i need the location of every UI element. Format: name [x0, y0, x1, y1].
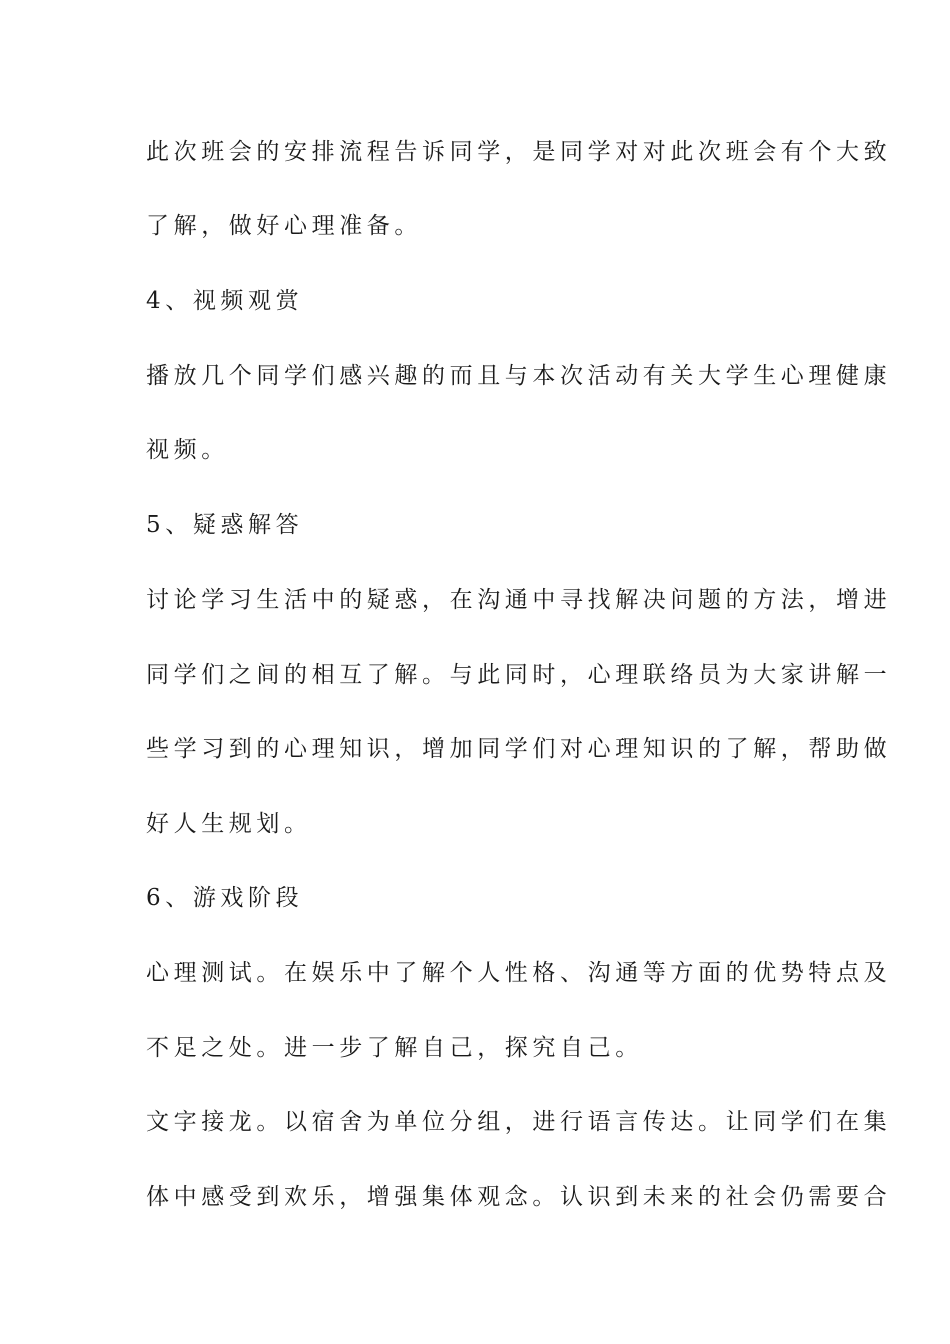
paragraph-line: 体中感受到欢乐，增强集体观念。认识到未来的社会仍需要合 [146, 1184, 892, 1210]
section-heading: 6、游戏阶段 [146, 885, 304, 911]
paragraph-line: 此次班会的安排流程告诉同学，是同学对对此次班会有个大致 [146, 139, 892, 165]
paragraph-line: 播放几个同学们感兴趣的而且与本次活动有关大学生心理健康 [146, 363, 892, 389]
paragraph-line: 视频。 [146, 437, 229, 463]
paragraph-line: 些学习到的心理知识，增加同学们对心理知识的了解，帮助做 [146, 736, 892, 762]
section-heading: 5、疑惑解答 [146, 512, 304, 538]
paragraph-line: 好人生规划。 [146, 811, 312, 837]
paragraph-line: 了解，做好心理准备。 [146, 213, 422, 239]
paragraph-line: 讨论学习生活中的疑惑，在沟通中寻找解决问题的方法，增进 [146, 587, 892, 613]
paragraph-line: 心理测试。在娱乐中了解个人性格、沟通等方面的优势特点及 [146, 960, 892, 986]
section-heading: 4、视频观赏 [146, 288, 304, 314]
paragraph-line: 不足之处。进一步了解自己，探究自己。 [146, 1035, 643, 1061]
paragraph-line: 同学们之间的相互了解。与此同时，心理联络员为大家讲解一 [146, 662, 892, 688]
paragraph-line: 文字接龙。以宿舍为单位分组，进行语言传达。让同学们在集 [146, 1109, 892, 1135]
